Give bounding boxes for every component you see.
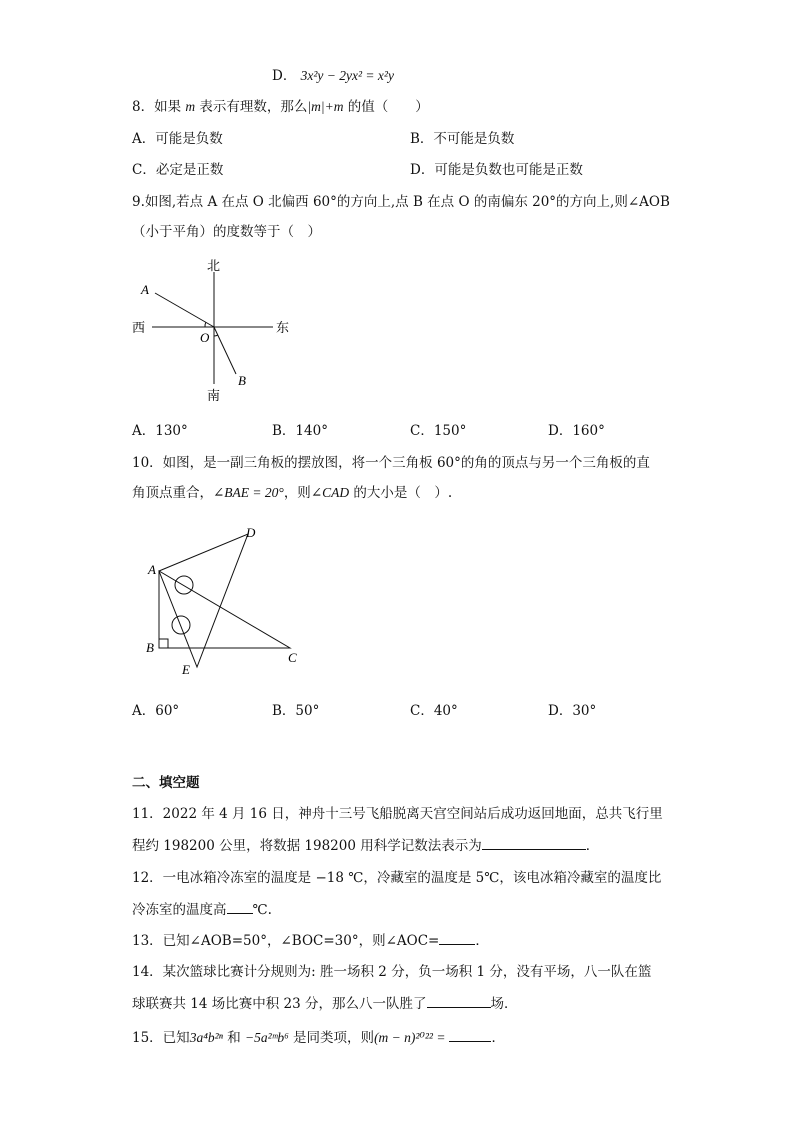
q9-compass-figure [125, 250, 305, 410]
q10-line2-mid: ，则 [283, 485, 311, 501]
section-fill-in-title: 二、填空题 [132, 775, 200, 791]
q9-label-east: 东 [276, 320, 290, 335]
q10-label-a: A [148, 562, 156, 577]
q9-option-d: D．160° [548, 423, 605, 439]
q15-mid: 和 [222, 1030, 246, 1046]
q13-text-pre: 13．已知∠AOB=50°，∠BOC=30°，则∠AOC= [132, 933, 440, 949]
q9-angle-arc-south [214, 335, 218, 336]
q9-label-o: O [200, 330, 210, 345]
q11-line2-end: ． [585, 838, 600, 854]
q11-answer-blank[interactable] [482, 835, 586, 850]
q10-line2-expr2: ∠CAD [310, 485, 350, 500]
q15-term2: −5a²ᵐb⁶ [245, 1030, 289, 1045]
q10-option-b: B．50° [272, 703, 320, 719]
q9-ray-ob [214, 327, 236, 374]
q10-option-a: A．60° [132, 703, 180, 719]
q9-angle-arc-west [205, 322, 206, 327]
q15-text-pre: 15．已知 [132, 1030, 190, 1046]
q11-stem-line2 [132, 835, 599, 856]
q15-answer-blank[interactable] [449, 1027, 491, 1042]
q10-stem-line1: 10．如图，是一副三角板的摆放图，将一个三角板 60°的角的顶点与另一个三角板的直 [132, 455, 650, 471]
q7-option-d [272, 66, 394, 86]
q9-label-b: B [238, 373, 246, 388]
q9-label-west: 西 [132, 320, 146, 335]
q9-label-a: A [141, 282, 149, 297]
q14-stem-line2 [132, 993, 518, 1014]
q12-answer-blank[interactable] [227, 899, 253, 914]
q8-option-d: D．可能是负数也可能是正数 [410, 162, 583, 178]
q10-label-c: C [288, 650, 297, 665]
q9-stem-line1: 9.如图,若点 A 在点 O 北偏西 60°的方向上,点 B 在点 O 的南偏东 20°的方向上,则∠AOB [132, 194, 670, 210]
q10-stem-line2 [132, 483, 452, 503]
q13-stem [132, 930, 489, 951]
q10-triangle-ade [159, 534, 248, 667]
q15-expr: (m − n)²⁰²² = [374, 1030, 446, 1045]
q7-option-d-label: D． [272, 68, 297, 84]
q10-triangle-abc [159, 571, 290, 648]
q14-line2-pre: 球联赛共 14 场比赛中积 23 分，那么八一队胜了 [132, 996, 427, 1012]
q8-option-c: C．必定是正数 [132, 162, 224, 178]
q10-angle-circle-lower [172, 616, 190, 634]
q9-label-south: 南 [207, 388, 221, 403]
q10-triangles-figure [140, 522, 320, 682]
q12-line2-post: ℃. [252, 902, 272, 918]
q15-text-post: ． [491, 1030, 505, 1046]
q13-answer-blank[interactable] [439, 930, 475, 945]
q10-line2-expr: ∠BAE = 20° [213, 485, 284, 500]
q9-label-north: 北 [207, 258, 221, 273]
q14-line2-post: 场． [490, 996, 518, 1012]
q10-line2-pre: 角顶点重合， [132, 485, 213, 501]
q9-stem-line2: （小于平角）的度数等于（ ） [132, 224, 321, 240]
q12-stem-line1: 12．一电冰箱冷冻室的温度是 −18 ℃，冷藏室的温度是 5℃，该电冰箱冷藏室的温度比 [132, 870, 662, 886]
q8-stem [132, 97, 429, 117]
q8-stem-mid: 表示有理数，那么 [195, 99, 308, 115]
q10-option-c: C．40° [410, 703, 458, 719]
q8-stem-pre: 8．如果 [132, 99, 186, 115]
q10-option-d: D．30° [548, 703, 597, 719]
q11-stem-line1: 11．2022 年 4 月 16 日，神舟十三号飞船脱离天宫空间站后成功返回地面，总共飞行里 [132, 806, 663, 822]
q9-option-a: A．130° [132, 423, 188, 439]
q7-option-d-expr: 3x²y − 2yx² = x²y [300, 68, 394, 83]
q9-option-b: B．140° [272, 423, 328, 439]
q8-option-b: B．不可能是负数 [410, 131, 515, 147]
q8-stem-post: 的值（ ） [343, 99, 429, 115]
q12-line2-pre: 冷冻室的温度高 [132, 902, 227, 918]
q8-stem-expr: |m|+m [307, 99, 344, 114]
q15-term1: 3a⁴b²ⁿ [189, 1030, 223, 1045]
q8-option-a: A．可能是负数 [132, 131, 223, 147]
q13-text-post: ． [475, 933, 489, 949]
q10-label-d: D [246, 525, 256, 540]
q10-right-angle-mark [159, 639, 168, 648]
q9-ray-oa [155, 293, 214, 327]
q10-line2-post: 的大小是（ ）. [349, 485, 453, 501]
q10-label-b: B [146, 640, 154, 655]
q12-stem-line2 [132, 899, 272, 920]
q11-line2-text: 程约 198200 公里，将数据 198200 用科学记数法表示为 [132, 838, 482, 854]
q14-stem-line1: 14．某次篮球比赛计分规则为: 胜一场积 2 分，负一场积 1 分，没有平场，八一队在篮 [132, 964, 652, 980]
q9-option-c: C．150° [410, 423, 467, 439]
q15-stem [132, 1027, 505, 1048]
q10-label-e: E [182, 662, 190, 677]
q8-stem-var: m [185, 99, 196, 114]
q10-angle-circle-upper [175, 576, 193, 594]
q14-answer-blank[interactable] [427, 993, 491, 1008]
q15-text-mid: 是同类项，则 [288, 1030, 375, 1046]
